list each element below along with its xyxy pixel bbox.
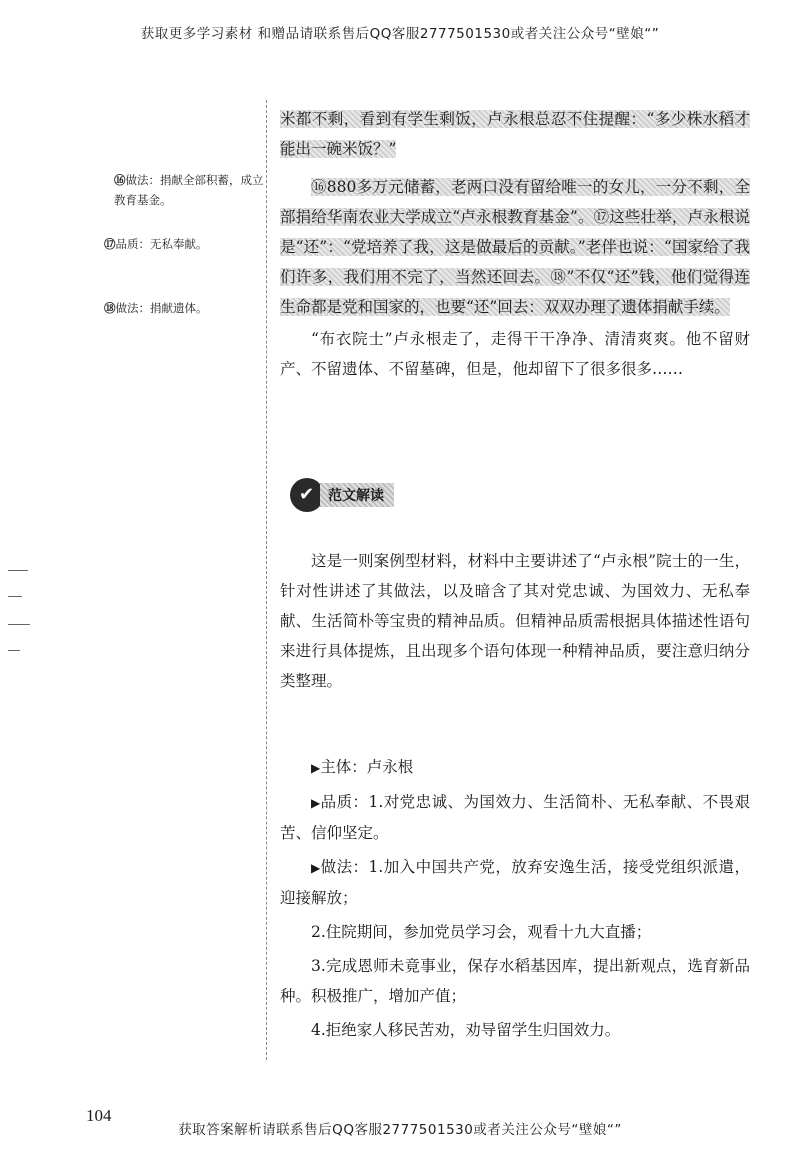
summary-list bbox=[280, 752, 750, 1045]
margin-note-number: ⑯ bbox=[114, 173, 126, 187]
arrow-icon: ▶ bbox=[311, 761, 321, 775]
summary-method bbox=[280, 852, 750, 913]
summary-subject-text: 主体：卢永根 bbox=[320, 758, 414, 776]
paragraph-continuation bbox=[280, 104, 750, 164]
summary-subject bbox=[280, 752, 750, 783]
summary-quality-text: 品质：1.对党忠诚、为国效力、生活简朴、无私奉献、不畏艰苦、信仰坚定。 bbox=[280, 793, 750, 842]
analysis-paragraph: 这是一则案例型材料，材料中主要讲述了“卢永根”院士的一生，针对性讲述了其做法，以及暗含了其对党忠诚、为国效力、无私奉献、生活简朴等宝贵的精神品质。但精神品质需根据具体描述性语句来进行具体提炼，且出现多个语句体现一种精神品质，要注意归纳分类整理。 bbox=[280, 552, 750, 690]
summary-method-item: 4.拒绝家人移民苦劝，劝导留学生归国效力。 bbox=[311, 1021, 621, 1039]
margin-note-text: 品质：无私奉献。 bbox=[115, 237, 208, 251]
summary-quality bbox=[280, 787, 750, 848]
margin-note-text: 做法：捐献全部积蓄，成立教育基金。 bbox=[114, 173, 264, 207]
paragraph-donation bbox=[280, 172, 750, 322]
arrow-icon: ▶ bbox=[311, 861, 321, 875]
check-icon: ✔ bbox=[299, 484, 315, 505]
paragraph-conclusion: “布衣院士”卢永根走了，走得干干净净、清清爽爽。他不留财产、不留遗体、不留墓碑，但是，他却留下了很多很多…… bbox=[280, 330, 750, 378]
summary-method-item: 2.住院期间，参加党员学习会，观看十九大直播； bbox=[311, 923, 652, 941]
edge-marks bbox=[2, 560, 34, 680]
analysis-section bbox=[280, 546, 750, 696]
main-text bbox=[280, 104, 750, 384]
footer-note: 获取答案解析请联系售后QQ客服2777501530或者关注公众号“壁娘“” bbox=[178, 1122, 622, 1138]
section-title: 范文解读 bbox=[320, 483, 394, 507]
badge-circle bbox=[290, 478, 324, 512]
margin-note-number: ⑰ bbox=[104, 237, 116, 251]
highlighted-text: 米都不剩，看到有学生剩饭，卢永根总忍不住提醒：“多少株水稻才能出一碗米饭？” bbox=[280, 110, 750, 158]
margin-note-17 bbox=[104, 234, 254, 254]
section-heading bbox=[290, 478, 430, 512]
highlighted-text: ⑯880多万元储蓄，老两口没有留给唯一的女儿，一分不剩，全部捐给华南农业大学成立“卢永根教育基金”。⑰这些壮举，卢永根说是“还”：“党培养了我，这是做最后的贡献。”老伴也说：“国家给了我们许多，我们用不完了，当然还回去。⑱”不仅“还”钱，他们觉得连生命都是党和国家的，也要“还”回去：双双办理了遗体捐献手续。 bbox=[280, 178, 750, 316]
margin-note-16 bbox=[114, 170, 264, 210]
margin-note-number: ⑱ bbox=[104, 301, 116, 315]
header-note: 获取更多学习素材 和赠品请联系售后QQ客服2777501530或者关注公众号“壁娘“” bbox=[140, 26, 660, 42]
summary-method-text: 做法：1.加入中国共产党，放弃安逸生活，接受党组织派遣，迎接解放； bbox=[280, 858, 750, 907]
arrow-icon: ▶ bbox=[311, 796, 321, 810]
summary-method-item: 3.完成恩师未竟事业，保存水稻基因库，提出新观点，选育新品种。积极推广，增加产值； bbox=[280, 957, 750, 1005]
page-number: 104 bbox=[86, 1106, 112, 1125]
margin-note-18 bbox=[104, 298, 254, 318]
column-divider bbox=[266, 100, 267, 1060]
margin-note-text: 做法：捐献遗体。 bbox=[115, 301, 208, 315]
